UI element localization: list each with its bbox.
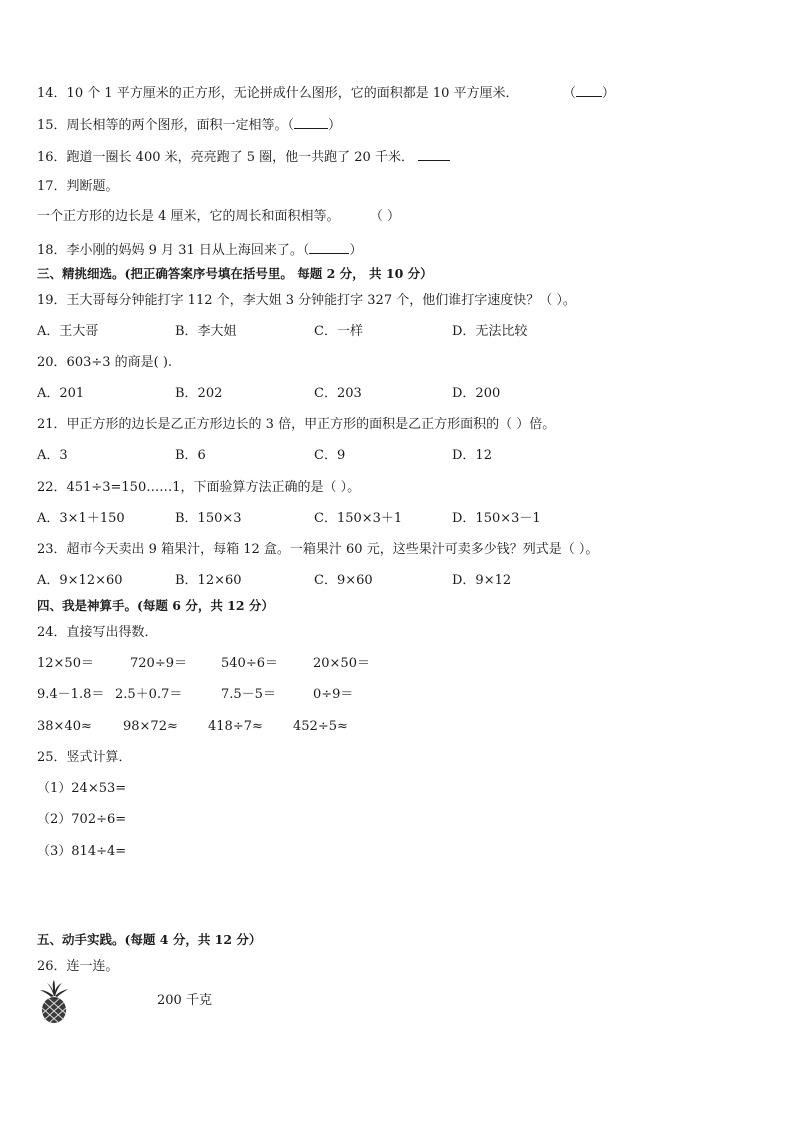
answer-paren-17[interactable]: （ ） xyxy=(369,209,400,224)
q23-option-c[interactable]: C．9×60 xyxy=(314,573,373,588)
q25-item-1: （1）24×53= xyxy=(37,781,127,796)
question-16 xyxy=(37,148,450,166)
answer-blank-15[interactable] xyxy=(294,116,328,129)
question-17 xyxy=(37,179,119,195)
answer-blank-18[interactable] xyxy=(309,241,349,254)
q25-item-2: （2）702÷6= xyxy=(37,812,127,827)
answer-blank-14[interactable] xyxy=(576,84,602,97)
pineapple-icon xyxy=(37,980,71,1024)
question-17-text: 17．判断题。 xyxy=(37,179,119,194)
question-15: 15．周长相等的两个图形，面积一定相等。（ ） xyxy=(37,118,342,133)
q24-r2-c4: 0÷9＝ xyxy=(313,687,354,702)
question-22: 22．451÷3=150……1，下面验算方法正确的是（ ）。 xyxy=(37,480,361,495)
q21-option-a[interactable]: A．3 xyxy=(37,448,68,463)
q24-r3-c3: 418÷7≈ xyxy=(208,719,263,734)
question-18-text: 18．李小刚的妈妈 9 月 31 日从上海回来了。（ xyxy=(37,243,310,258)
question-14-text: 14．10 个 1 平方厘米的正方形，无论拼成什么图形，它的面积都是 10 平方厘米． xyxy=(37,86,519,101)
q20-option-a[interactable]: A．201 xyxy=(37,386,85,401)
q23-option-a[interactable]: A．9×12×60 xyxy=(37,573,123,588)
question-14: 14．10 个 1 平方厘米的正方形，无论拼成什么图形，它的面积都是 10 平方厘米． （ ） xyxy=(37,86,615,101)
q24-r2-c3: 7.5－5＝ xyxy=(221,687,276,702)
q20-option-b[interactable]: B．202 xyxy=(175,386,223,401)
question-25: 25．竖式计算． xyxy=(37,750,132,765)
section-4-title: 四、我是神算手。(每题 6 分，共 12 分） xyxy=(37,598,274,613)
q24-r2-c1: 9.4－1.8＝ xyxy=(37,687,105,702)
question-17-statement: 一个正方形的边长是 4 厘米，它的周长和面积相等。 （ ） xyxy=(37,209,400,224)
q24-r3-c4: 452÷5≈ xyxy=(293,719,348,734)
question-15-text: 15．周长相等的两个图形，面积一定相等。（ xyxy=(37,118,295,133)
question-19: 19．王大哥每分钟能打字 112 个，李大姐 3 分钟能打字 327 个，他们谁打字速度快？（ ）。 xyxy=(37,293,576,308)
q22-option-a[interactable]: A．3×1＋150 xyxy=(37,511,125,526)
question-20: 20．603÷3 的商是( ). xyxy=(37,355,173,370)
q20-option-c[interactable]: C．203 xyxy=(314,386,362,401)
q23-option-b[interactable]: B．12×60 xyxy=(175,573,242,588)
q21-option-b[interactable]: B．6 xyxy=(175,448,206,463)
question-23: 23．超市今天卖出 9 箱果汁，每箱 12 盒。一箱果汁 60 元，这些果汁可卖多少钱？列式是（ ）。 xyxy=(37,542,599,557)
q24-r2-c2: 2.5＋0.7＝ xyxy=(115,687,183,702)
q25-item-3: （3）814÷4= xyxy=(37,844,127,859)
question-24: 24．直接写出得数． xyxy=(37,625,158,640)
section-3-title: 三、精挑细选。(把正确答案序号填在括号里。 每题 2 分， 共 10 分） xyxy=(37,266,433,281)
q24-r1-c4: 20×50＝ xyxy=(313,656,370,671)
q22-option-b[interactable]: B．150×3 xyxy=(175,511,242,526)
q21-option-c[interactable]: C．9 xyxy=(314,448,346,463)
question-18: 18．李小刚的妈妈 9 月 31 日从上海回来了。（ ） xyxy=(37,243,363,258)
q22-option-c[interactable]: C．150×3＋1 xyxy=(314,511,403,526)
q20-option-d[interactable]: D．200 xyxy=(452,386,501,401)
q19-option-a[interactable]: A．王大哥 xyxy=(37,324,99,339)
question-16-text: 16．跑道一圈长 400 米，亮亮跑了 5 圈，他一共跑了 20 千米． xyxy=(37,150,414,165)
weight-label-200kg: 200 千克 xyxy=(157,993,212,1008)
q23-option-d[interactable]: D．9×12 xyxy=(452,573,512,588)
question-26: 26．连一连。 xyxy=(37,959,119,974)
q24-r3-c2: 98×72≈ xyxy=(123,719,178,734)
q24-r1-c1: 12×50＝ xyxy=(37,656,94,671)
q19-option-c[interactable]: C．一样 xyxy=(314,324,363,339)
section-5-title: 五、动手实践。(每题 4 分，共 12 分） xyxy=(37,932,262,947)
question-21: 21．甲正方形的边长是乙正方形边长的 3 倍，甲正方形的面积是乙正方形面积的（ ）倍。 xyxy=(37,417,556,432)
answer-blank-16[interactable] xyxy=(418,148,450,161)
q19-option-d[interactable]: D．无法比较 xyxy=(452,324,528,339)
q24-r3-c1: 38×40≈ xyxy=(37,719,92,734)
q22-option-d[interactable]: D．150×3－1 xyxy=(452,511,541,526)
q21-option-d[interactable]: D．12 xyxy=(452,448,492,463)
q19-option-b[interactable]: B．李大姐 xyxy=(175,324,237,339)
q24-r1-c2: 720÷9＝ xyxy=(130,656,187,671)
q24-r1-c3: 540÷6＝ xyxy=(221,656,278,671)
